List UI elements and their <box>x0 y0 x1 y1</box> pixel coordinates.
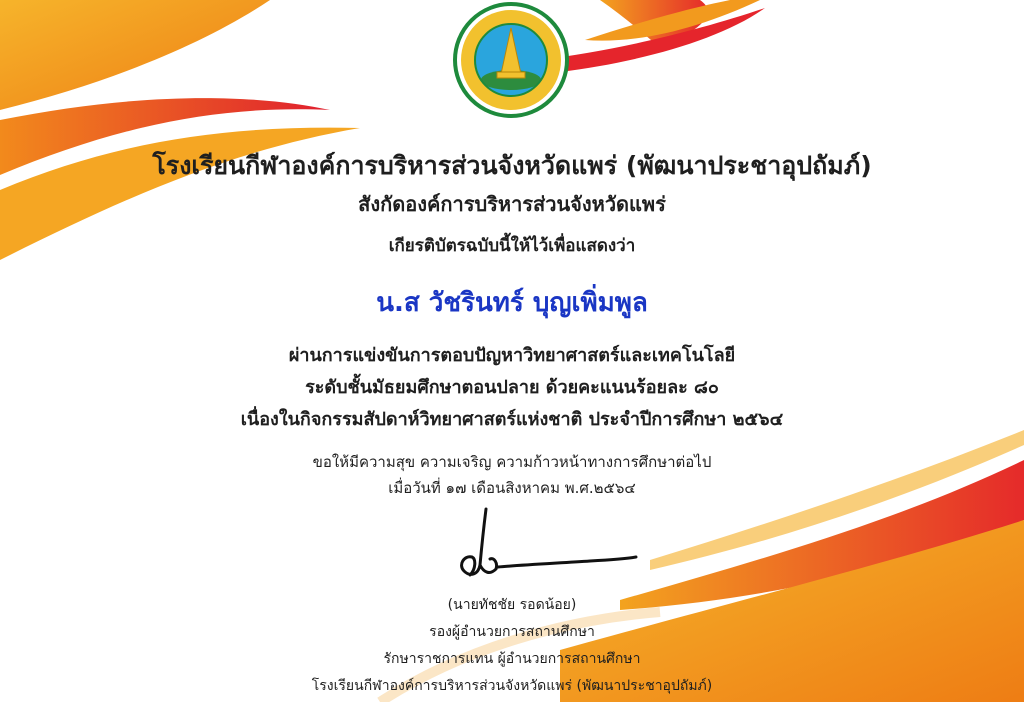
handwritten-signature <box>440 505 640 587</box>
recipient-name: น.ส วัชรินทร์ บุญเพิ่มพูล <box>376 288 648 318</box>
signatory-title-3: โรงเรียนกีฬาองค์การบริหารส่วนจังหวัดแพร่ (พัฒนาประชาอุปถัมภ์) <box>311 678 713 694</box>
wish-line: ขอให้มีความสุข ความเจริญ ความก้าวหน้าทางการศึกษาต่อไป <box>312 453 712 471</box>
achievement-line-2: ระดับชั้นมัธยมศึกษาตอนปลาย ด้วยคะแนนร้อยละ ๘๐ <box>305 377 719 398</box>
signatory-name: (นายทัชชัย รอดน้อย) <box>447 597 577 613</box>
school-name-heading: โรงเรียนกีฬาองค์การบริหารส่วนจังหวัดแพร่ (พัฒนาประชาอุปถัมภ์) <box>152 151 872 180</box>
certify-statement: เกียรติบัตรฉบับนี้ให้ไว้เพื่อแสดงว่า <box>388 236 636 256</box>
signatory-title-2: รักษาราชการแทน ผู้อำนวยการสถานศึกษา <box>383 651 641 667</box>
school-seal-icon <box>441 2 581 118</box>
signatory-title-1: รองผู้อำนวยการสถานศึกษา <box>429 624 595 640</box>
achievement-line-1: ผ่านการแข่งขันการตอบปัญหาวิทยาศาสตร์และเทคโนโลยี <box>288 345 736 366</box>
achievement-line-3: เนื่องในกิจกรรมสัปดาห์วิทยาศาสตร์แห่งชาติ ประจำปีการศึกษา ๒๕๖๔ <box>240 409 784 430</box>
issue-date: เมื่อวันที่ ๑๗ เดือนสิงหาคม พ.ศ.๒๕๖๔ <box>388 479 636 497</box>
affiliation-line: สังกัดองค์การบริหารส่วนจังหวัดแพร่ <box>358 192 666 216</box>
